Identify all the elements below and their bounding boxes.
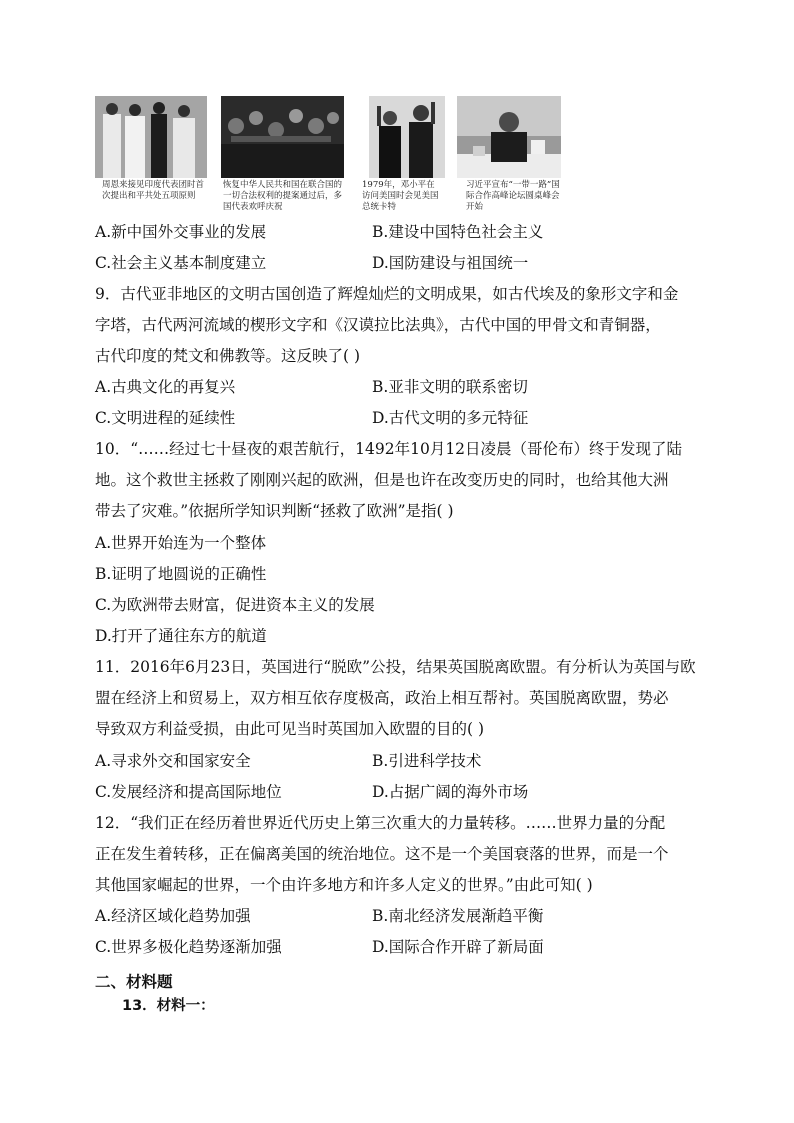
- q11-stem-line-1: 11．2016年6月23日，英国进行“脱欧”公投，结果英国脱离欧盟。有分析认为英国与欧: [95, 658, 696, 676]
- q10-option-d: D.打开了通往东方的航道: [95, 627, 267, 645]
- q9-option-b: B.亚非文明的联系密切: [372, 378, 528, 396]
- q11-stem-line-3: 导致双方利益受损，由此可见当时英国加入欧盟的目的( ): [95, 720, 485, 738]
- photo-caption-2: 恢复中华人民共和国在联合国的一切合法权利的提案通过后，多国代表欢呼庆祝: [223, 180, 343, 212]
- q9-option-a: A.古典文化的再复兴: [95, 378, 236, 396]
- q9-stem-line-3: 古代印度的梵文和佛教等。这反映了( ): [95, 347, 361, 365]
- photo-un-seat: [221, 96, 344, 178]
- q10-stem-line-1: 10．“……经过七十昼夜的艰苦航行，1492年10月12日凌晨（哥伦布）终于发现了陆: [95, 440, 683, 458]
- q12-option-d: D.国际合作开辟了新局面: [372, 938, 544, 956]
- q11-option-d: D.占据广阔的海外市场: [372, 783, 529, 801]
- q9-option-c: C.文明进程的延续性: [95, 409, 236, 427]
- photo-belt-road-forum: [457, 96, 561, 178]
- photo-zhou-enlai: [95, 96, 207, 178]
- q8-option-c: C.社会主义基本制度建立: [95, 254, 267, 272]
- q8-option-b: B.建设中国特色社会主义: [372, 223, 544, 241]
- q12-option-a: A.经济区域化趋势加强: [95, 907, 251, 925]
- q10-stem-line-3: 带去了灾难。”依据所学知识判断“拯救了欧洲”是指( ): [95, 502, 454, 520]
- q12-stem-line-1: 12．“我们正在经历着世界近代历史上第三次重大的力量转移。……世界力量的分配: [95, 814, 666, 832]
- q10-option-a: A.世界开始连为一个整体: [95, 534, 267, 552]
- q10-option-c: C.为欧洲带去财富，促进资本主义的发展: [95, 596, 375, 614]
- q8-option-d: D.国防建设与祖国统一: [372, 254, 529, 272]
- q12-stem-line-2: 正在发生着转移，正在偏离美国的统治地位。这不是一个美国衰落的世界，而是一个: [95, 845, 669, 863]
- q11-option-b: B.引进科学技术: [372, 752, 482, 770]
- q9-stem-line-2: 字塔，古代两河流域的楔形文字和《汉谟拉比法典》，古代中国的甲骨文和青铜器，: [95, 316, 661, 334]
- section-title: 二、材料题: [95, 973, 173, 991]
- q8-option-a: A.新中国外交事业的发展: [95, 223, 267, 241]
- photo-deng-carter: [369, 96, 445, 178]
- q10-option-b: B.证明了地圆说的正确性: [95, 565, 267, 583]
- q11-option-a: A.寻求外交和国家安全: [95, 752, 251, 770]
- q12-stem-line-3: 其他国家崛起的世界，一个由许多地方和许多人定义的世界。”由此可知( ): [95, 876, 593, 894]
- photo-caption-4: 习近平宣布“一带一路”国际合作高峰论坛圆桌峰会开始: [466, 180, 560, 212]
- q10-stem-line-2: 地。这个救世主拯救了刚刚兴起的欧洲，但是也许在改变历史的同时，也给其他大洲: [95, 471, 669, 489]
- q11-stem-line-2: 盟在经济上和贸易上，双方相互依存度极高，政治上相互帮衬。英国脱离欧盟，势必: [95, 689, 669, 707]
- q11-option-c: C.发展经济和提高国际地位: [95, 783, 282, 801]
- q12-option-b: B.南北经济发展渐趋平衡: [372, 907, 544, 925]
- photo-caption-3: 1979年，邓小平在访问美国时会见美国总统卡特: [362, 180, 439, 212]
- q13-material-label: 13．材料一：: [122, 998, 215, 1014]
- photo-caption-1: 周恩来接见印度代表团时首次提出和平共处五项原则: [102, 180, 205, 201]
- q9-option-d: D.古代文明的多元特征: [372, 409, 529, 427]
- q9-stem-line-1: 9．古代亚非地区的文明古国创造了辉煌灿烂的文明成果，如古代埃及的象形文字和金: [95, 285, 679, 303]
- q12-option-c: C.世界多极化趋势逐渐加强: [95, 938, 282, 956]
